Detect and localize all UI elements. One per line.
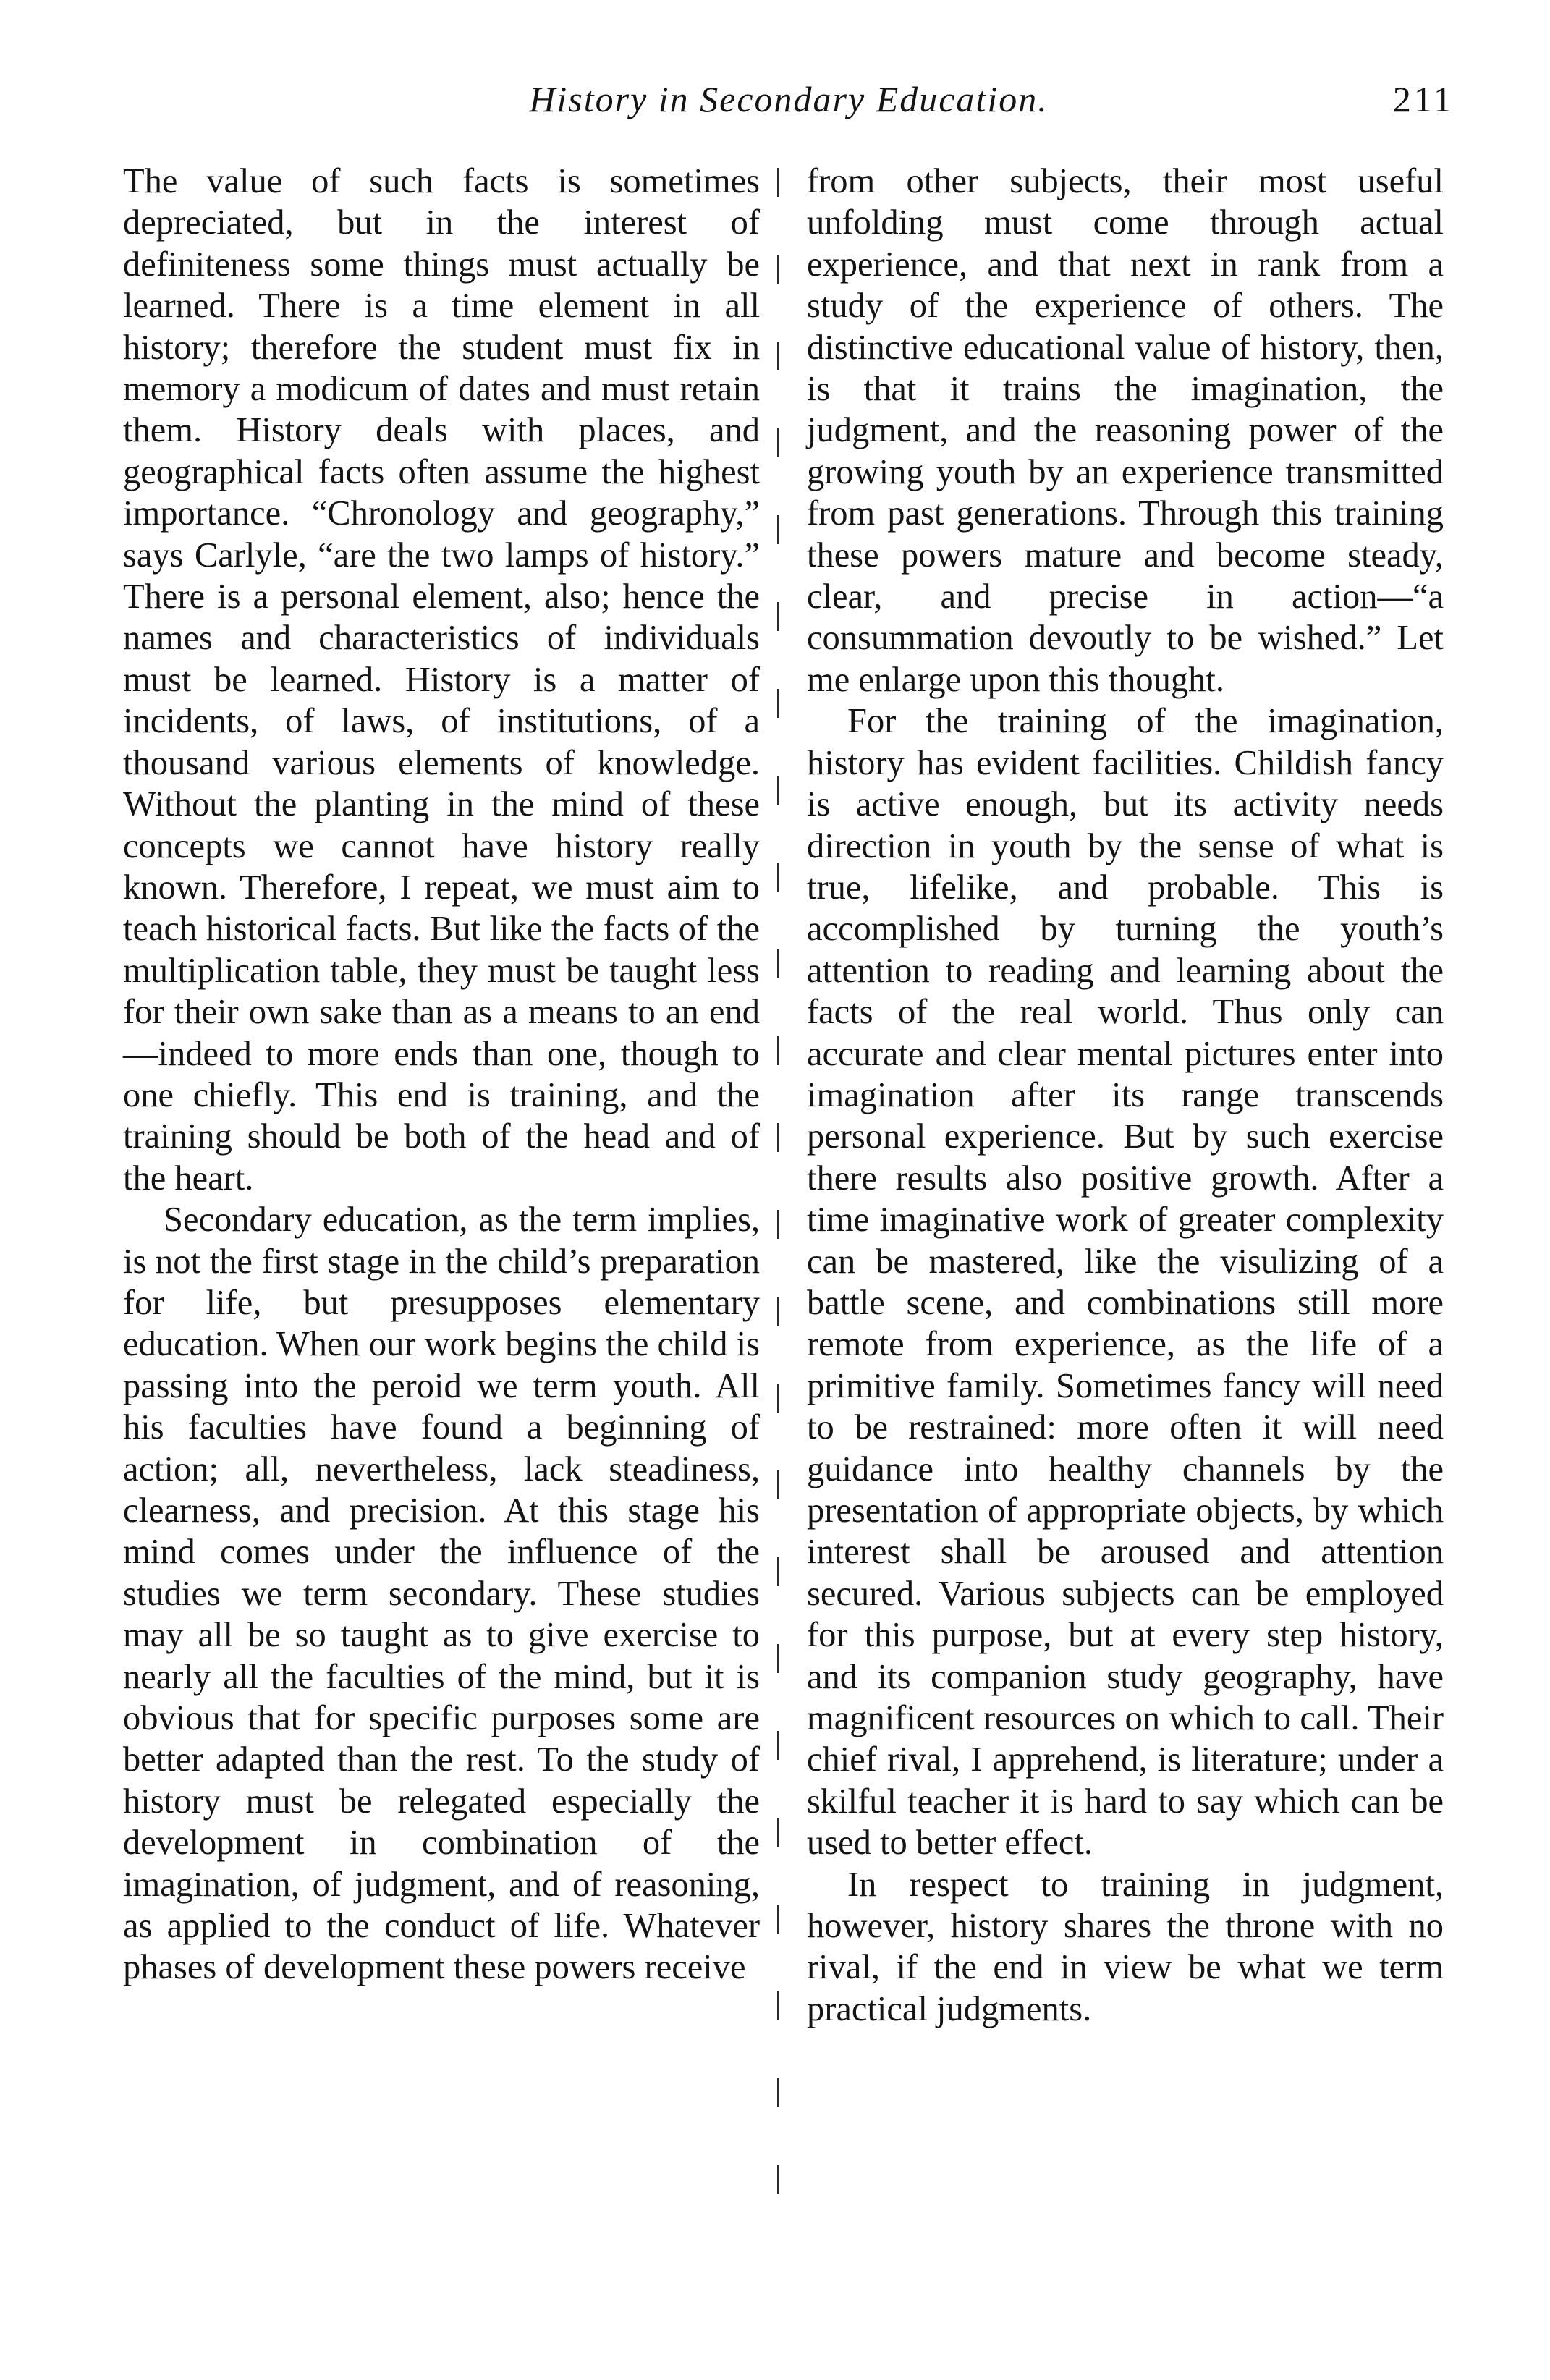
paragraph: The value of such facts is sometimes depreciated, but in the interest of definiteness some things must actually be learned. There is a time element in all history; therefore the student must fix in memory a modicum of dates and must retain them. History deals with places, and geographical facts often assume the highest importance. “Chronology and geography,” says Carlyle, “are the two lamps of history.” There is a personal element, also; hence the names and characteristics of individuals must be learned. History is a matter of incidents, of laws, of institutions, of a thousand various elements of knowledge. Without the planting in the mind of these concepts we cannot have history really known. Therefore, I repeat, we must aim to teach historical facts. But like the facts of the multiplication table, they must be taught less for their own sake than as a means to an end—indeed to more ends than one, though to one chiefly. This end is training, and the training should be both of the head and of the heart. — [123, 162, 760, 1198]
paragraph: In respect to training in judgment, however, history shares the throne with no rival, if the end in view be what we term practical judgments. — [807, 1865, 1444, 2028]
paragraph: from other subjects, their most useful unfolding must come through actual experience, and that next in rank from a study of the experience of others. The distinctive educational value of history, then, is that it trains the imagination, the judgment, and the reasoning power of the growing youth by an experience transmitted from past generations. Through this training these powers mature and become steady, clear, and precise in action—“a consummation devoutly to be wished.” Let me enlarge upon this thought. — [807, 162, 1444, 699]
paragraph: For the training of the imagination, history has evident facilities. Childish fancy is active enough, but its activity needs direction in youth by the sense of what is true, lifelike, and probable. This is accomplished by turning the youth’s attention to reading and learning about the facts of the real world. Thus only can accurate and clear mental pictures enter into imagination after its range transcends personal experience. But by such exercise there results also positive growth. After a time imaginative work of greater complexity can be mastered, like the visulizing of a battle scene, and combinations still more remote from experience, as the life of a primitive family. Sometimes fancy will need to be restrained: more often it will need guidance into healthy channels by the presentation of appropriate objects, by which interest shall be aroused and attention secured. Various subjects can be employed for this purpose, but at every step history, and its companion study geography, have magnificent resources on which to call. Their chief rival, I apprehend, is literature; under a skilful teacher it is hard to say which can be used to better effect. — [807, 702, 1444, 1863]
running-title: History in Secondary Education. — [529, 79, 1049, 119]
right-column — [807, 161, 1444, 2030]
paragraph: Secondary education, as the term implies, is not the first stage in the child’s preparation for life, but presupposes elementary education. When our work begins the child is passing into the peroid we term youth. All his faculties have found a beginning of action; all, nevertheless, lack steadiness, clearness, and precision. At this stage his mind comes under the influence of the studies we term secondary. These studies may all be so taught as to give exercise to nearly all the faculties of the mind, but it is obvious that for specific purposes some are better adapted than the rest. To the study of history must be relegated especially the development in combination of the imagination, of judgment, and of reasoning, as applied to the conduct of life. Whatever phases of development these powers receive — [123, 1200, 760, 1987]
left-column — [123, 161, 760, 1989]
page-number: 211 — [1392, 79, 1454, 119]
running-header — [123, 67, 1454, 132]
column-divider — [777, 168, 779, 2230]
